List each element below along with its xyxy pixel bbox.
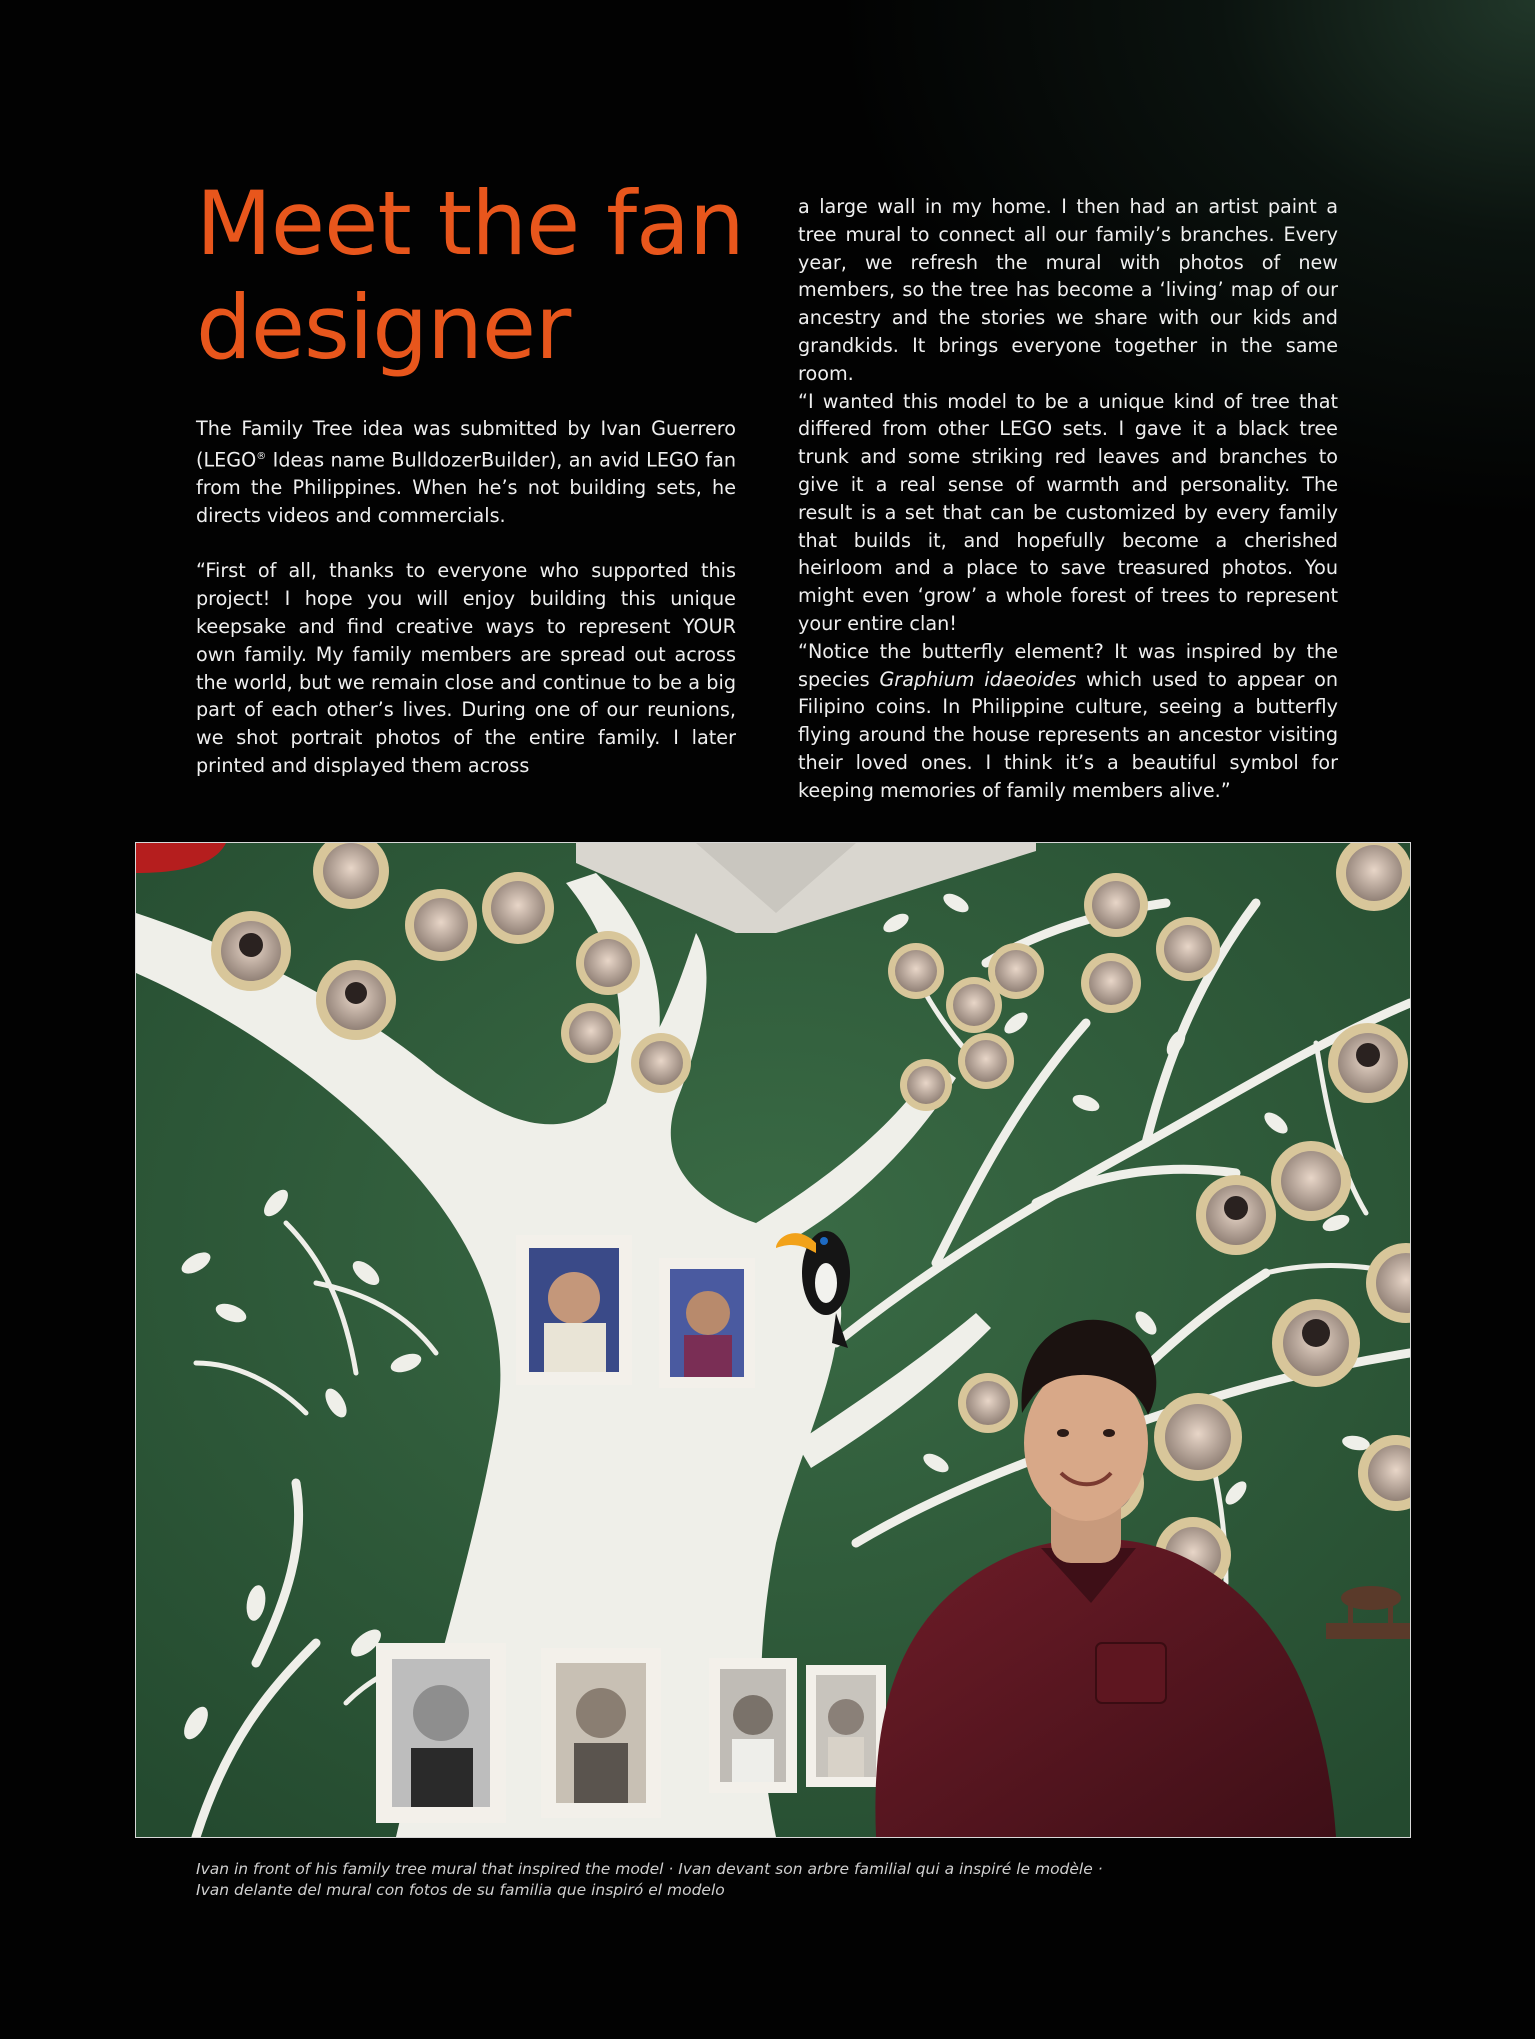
photo-caption — [196, 1859, 1196, 1901]
caption-line-2: Ivan delante del mural con fotos de su familia que inspiró el modelo — [196, 1881, 725, 1899]
species-name: Graphium idaeoides — [879, 667, 1077, 691]
intro-paragraph — [196, 415, 736, 530]
family-tree-mural-photo — [135, 842, 1411, 1838]
butterfly-text-a: “Notice the butterfly element? It was inspired by the species — [798, 639, 1338, 691]
caption-line-1: Ivan in front of his family tree mural that inspired the model · Ivan devant son arbre familial qui a inspiré le modèle · — [196, 1860, 1103, 1878]
quote-paragraph-2: a large wall in my home. I then had an artist paint a tree mural to connect all our family’s branches. Every year, we refresh the mural with photos of new members, so the tree has become a ‘living’ map of our ancestry and the stories we share with our kids and grandkids. It brings everyone together in the same room. — [798, 195, 1338, 385]
title-line-1: Meet the fan — [196, 172, 744, 275]
intro-text-a: The Family Tree idea was submitted by Ivan Guerrero (LEGO — [196, 417, 736, 472]
quote-paragraph-4 — [798, 638, 1338, 805]
page-title — [196, 172, 756, 380]
left-text-column — [196, 415, 736, 780]
title-line-2: designer — [196, 276, 571, 379]
registered-mark: ® — [256, 450, 267, 462]
right-text-column — [798, 193, 1338, 805]
round-frame — [211, 911, 291, 991]
quote-paragraph-1: “First of all, thanks to everyone who supported this project! I hope you will enjoy building this unique keepsake and find creative ways to represent YOUR own family. My family members are spread out across the world, but we remain close and continue to be a big part of each other’s lives. During one of our reunions, we shot portrait photos of the entire family. I later printed and displayed them across — [196, 559, 736, 777]
intro-text-b: Ideas name BulldozerBuilder), an avid LEGO fan from the Philippines. When he’s not building sets, he directs videos and commercials. — [196, 448, 736, 527]
butterfly-text-b: which used to appear on Filipino coins. In Philippine culture, seeing a butterfly flying around the house represents an ancestor visiting their loved ones. I think it’s a beautiful symbol for keeping memories of family members alive.” — [798, 667, 1338, 802]
mural-illustration — [136, 843, 1410, 1837]
quote-paragraph-3: “I wanted this model to be a unique kind of tree that differed from other LEGO sets. I gave it a black tree trunk and some striking red leaves and branches to give it a real sense of warmth and personality. The result is a set that can be customized by every family that builds it, and hopefully become a cherished heirloom and a place to save treasured photos. You might even ‘grow’ a whole forest of trees to represent your entire clan! — [798, 389, 1338, 635]
